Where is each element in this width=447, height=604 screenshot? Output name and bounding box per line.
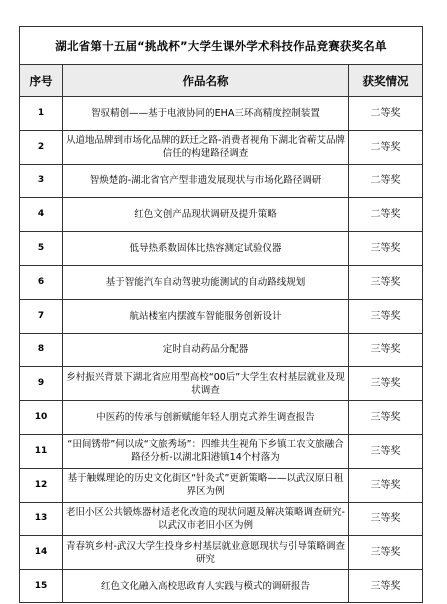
- award-level: 三等奖: [349, 299, 423, 333]
- table-row: [20, 130, 423, 164]
- work-name: 乡村振兴背景下湖北省应用型高校“00后”大学生农村基层就业及现状调查: [63, 367, 349, 401]
- table-row: [20, 401, 423, 435]
- table-row: [20, 367, 423, 401]
- work-name: 低导热系数固体比热容测定试验仪器: [63, 232, 349, 266]
- award-level: 三等奖: [349, 265, 423, 299]
- award-level: 二等奖: [349, 130, 423, 164]
- document-title: 湖北省第十五届“挑战杯”大学生课外学术科技作品竞赛获奖名单: [20, 27, 423, 65]
- table-row: [20, 570, 423, 603]
- row-number: 3: [20, 164, 63, 198]
- work-name: 基于智能汽车自动驾驶功能测试的自动路线规划: [63, 265, 349, 299]
- table-row: [20, 333, 423, 367]
- row-number: 15: [20, 570, 63, 603]
- award-level: 二等奖: [349, 164, 423, 198]
- work-name: 航站楼室内摆渡车智能服务创新设计: [63, 299, 349, 333]
- row-number: 4: [20, 198, 63, 232]
- award-level: 三等奖: [349, 434, 423, 468]
- table-row: [20, 97, 423, 131]
- table-row: [20, 299, 423, 333]
- work-name: 中医药的传承与创新赋能年轻人朋克式养生调查报告: [63, 401, 349, 435]
- award-level: 三等奖: [349, 502, 423, 536]
- table-row: [20, 468, 423, 502]
- row-number: 1: [20, 97, 63, 131]
- award-level: 三等奖: [349, 232, 423, 266]
- table-row: [20, 232, 423, 266]
- table-row: [20, 164, 423, 198]
- row-number: 13: [20, 502, 63, 536]
- work-name: “田间锈带”何以成“文旅秀场”：四维共生视角下乡镇工农文旅融合路径分析-以湖北阳港镇14个村落为: [63, 434, 349, 468]
- award-level: 三等奖: [349, 367, 423, 401]
- awards-table: [19, 26, 423, 603]
- work-name: 红色文创产品现状调研及提升策略: [63, 198, 349, 232]
- row-number: 11: [20, 434, 63, 468]
- title-row: [20, 27, 423, 65]
- header-award: 获奖情况: [349, 65, 423, 97]
- award-level: 二等奖: [349, 97, 423, 131]
- work-name: 智焕楚韵-湖北省官产型非遗发展现状与市场化路径调研: [63, 164, 349, 198]
- work-name: 红色文化融入高校思政育人实践与模式的调研报告: [63, 570, 349, 603]
- work-name: 智驭精创——基于电液协同的EHA三环高精度控制装置: [63, 97, 349, 131]
- award-level: 三等奖: [349, 401, 423, 435]
- header-row: [20, 65, 423, 97]
- award-level: 三等奖: [349, 333, 423, 367]
- award-level: 三等奖: [349, 536, 423, 570]
- table-row: [20, 434, 423, 468]
- row-number: 9: [20, 367, 63, 401]
- work-name: 老旧小区公共锻炼器材适老化改造的现状问题及解决策略调查研究-以武汉市老旧小区为例: [63, 502, 349, 536]
- work-name: 从道地品牌到市场化品牌的跃迁之路-消费者视角下湖北省蕲艾品牌信任的构建路径调查: [63, 130, 349, 164]
- award-level: 二等奖: [349, 198, 423, 232]
- award-level: 三等奖: [349, 468, 423, 502]
- row-number: 12: [20, 468, 63, 502]
- row-number: 7: [20, 299, 63, 333]
- row-number: 2: [20, 130, 63, 164]
- header-seq: 序号: [20, 65, 63, 97]
- row-number: 6: [20, 265, 63, 299]
- table-row: [20, 265, 423, 299]
- row-number: 5: [20, 232, 63, 266]
- row-number: 10: [20, 401, 63, 435]
- table-row: [20, 536, 423, 570]
- work-name: 定时自动药品分配器: [63, 333, 349, 367]
- table-row: [20, 198, 423, 232]
- award-level: 三等奖: [349, 570, 423, 603]
- row-number: 8: [20, 333, 63, 367]
- table-row: [20, 502, 423, 536]
- work-name: 青春筑乡村-武汉大学生投身乡村基层就业意愿现状与引导策略调查研究: [63, 536, 349, 570]
- work-name: 基于触媒理论的历史文化街区“针灸式”更新策略——以武汉原日租界区为例: [63, 468, 349, 502]
- row-number: 14: [20, 536, 63, 570]
- header-name: 作品名称: [63, 65, 349, 97]
